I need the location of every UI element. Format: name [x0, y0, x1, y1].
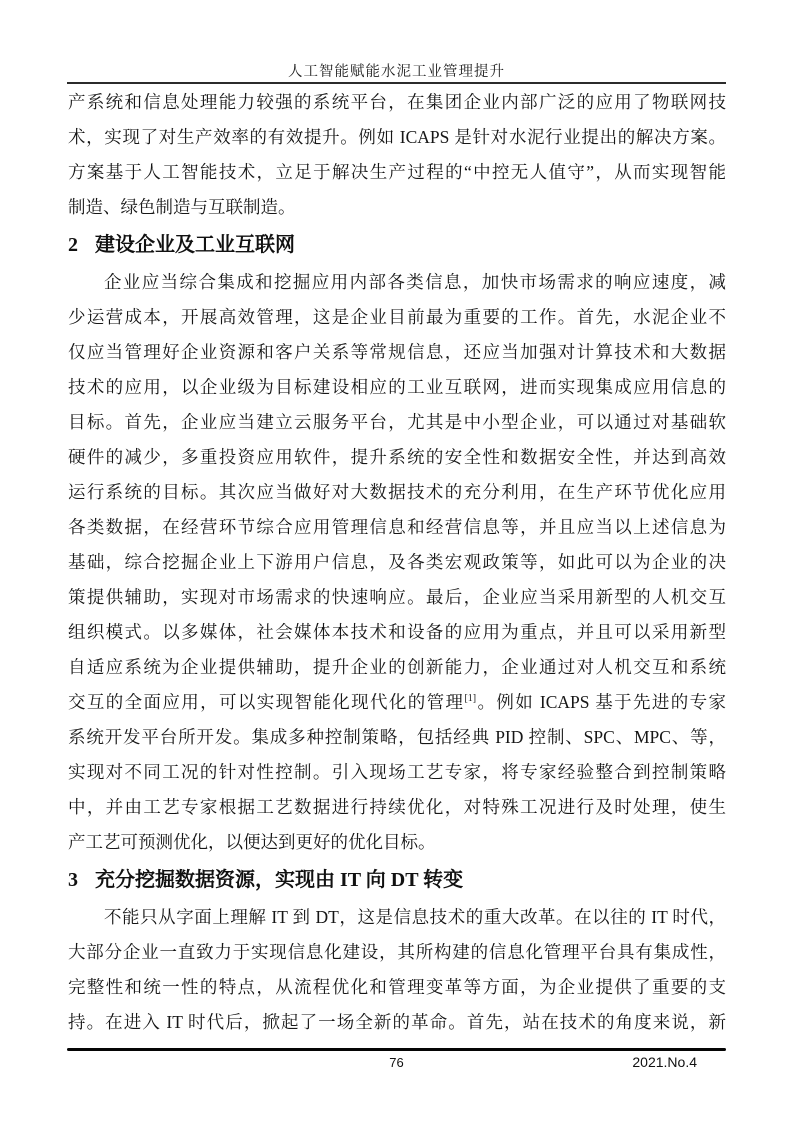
text-line: 持。在进入 IT 时代后，掀起了一场全新的革命。首先，站在技术的角度来说，新: [68, 1012, 726, 1032]
paragraph: [68, 85, 726, 225]
section-title: 建设企业及工业互联网: [95, 234, 295, 256]
text-line: 产系统和信息处理能力较强的系统平台，在集团企业内部广泛的应用了物联网技: [68, 92, 726, 112]
text-line: 仅应当管理好企业资源和客户关系等常规信息，还应当加强对计算技术和大数据: [68, 342, 726, 362]
text-line: 中，并由工艺专家根据工艺数据进行持续优化，对特殊工况进行及时处理，使生: [68, 797, 726, 817]
issue-label: 2021.No.4: [632, 1054, 697, 1070]
text-line: 系统开发平台所开发。集成多种控制策略，包括经典 PID 控制、SPC、MPC、等，: [68, 727, 726, 747]
page-number: 76: [389, 1055, 404, 1070]
document-body: [68, 85, 726, 1040]
footnote-reference: [1]: [464, 693, 477, 705]
text-line: 硬件的减少，多重投资应用软件，提升系统的安全性和数据安全性，并达到高效: [68, 447, 726, 467]
text-line: 完整性和统一性的特点，从流程优化和管理变革等方面，为企业提供了重要的支: [68, 977, 726, 997]
text-line: 不能只从字面上理解 IT 到 DT，这是信息技术的重大改革。在以往的 IT 时代，: [104, 907, 726, 927]
text-line: 交互的全面应用，可以实现智能化现代化的管理[1]。例如 ICAPS 基于先进的专家: [68, 692, 726, 712]
section-number: 3: [68, 869, 78, 891]
text-line: 目标。首先，企业应当建立云服务平台，尤其是中小型企业，可以通过对基础软: [68, 412, 726, 432]
text-line: 技术的应用，以企业级为目标建设相应的工业互联网，进而实现集成应用信息的: [68, 377, 726, 397]
text-line: 术，实现了对生产效率的有效提升。例如 ICAPS 是针对水泥行业提出的解决方案。: [68, 127, 726, 147]
text-line: 实现对不同工况的针对性控制。引入现场工艺专家，将专家经验整合到控制策略: [68, 762, 726, 782]
text-line: 产工艺可预测优化，以便达到更好的优化目标。: [68, 832, 436, 852]
section-number: 2: [68, 234, 78, 256]
text-line: 自适应系统为企业提供辅助，提升企业的创新能力，企业通过对人机交互和系统: [68, 657, 726, 677]
footer-rule: [67, 1048, 726, 1051]
text-line: 基础，综合挖掘企业上下游用户信息，及各类宏观政策等，如此可以为企业的决: [68, 552, 726, 572]
text-line: 企业应当综合集成和挖掘应用内部各类信息，加快市场需求的响应速度，减: [104, 272, 726, 292]
paragraph: [68, 900, 726, 1040]
running-header-title: 人工智能赋能水泥工业管理提升: [288, 64, 505, 80]
section-heading: [68, 860, 726, 900]
header-rule: [67, 82, 726, 84]
text-line: 各类数据，在经营环节综合应用管理信息和经营信息等，并且应当以上述信息为: [68, 517, 726, 537]
text-line: 方案基于人工智能技术，立足于解决生产过程的“中控无人值守”，从而实现智能: [68, 162, 726, 182]
text-line: 少运营成本，开展高效管理，这是企业目前最为重要的工作。首先，水泥企业不: [68, 307, 726, 327]
text-line: 运行系统的目标。其次应当做好对大数据技术的充分利用，在生产环节优化应用: [68, 482, 726, 502]
section-title: 充分挖掘数据资源，实现由 IT 向 DT 转变: [95, 869, 464, 891]
section-heading: [68, 225, 726, 265]
text-line: 组织模式。以多媒体，社会媒体本技术和设备的应用为重点，并且可以采用新型: [68, 622, 726, 642]
text-line: 大部分企业一直致力于实现信息化建设，其所构建的信息化管理平台具有集成性，: [68, 942, 726, 962]
paragraph: [68, 265, 726, 860]
text-line: 制造、绿色制造与互联制造。: [68, 197, 296, 217]
text-line: 策提供辅助，实现对市场需求的快速响应。最后，企业应当采用新型的人机交互: [68, 587, 726, 607]
